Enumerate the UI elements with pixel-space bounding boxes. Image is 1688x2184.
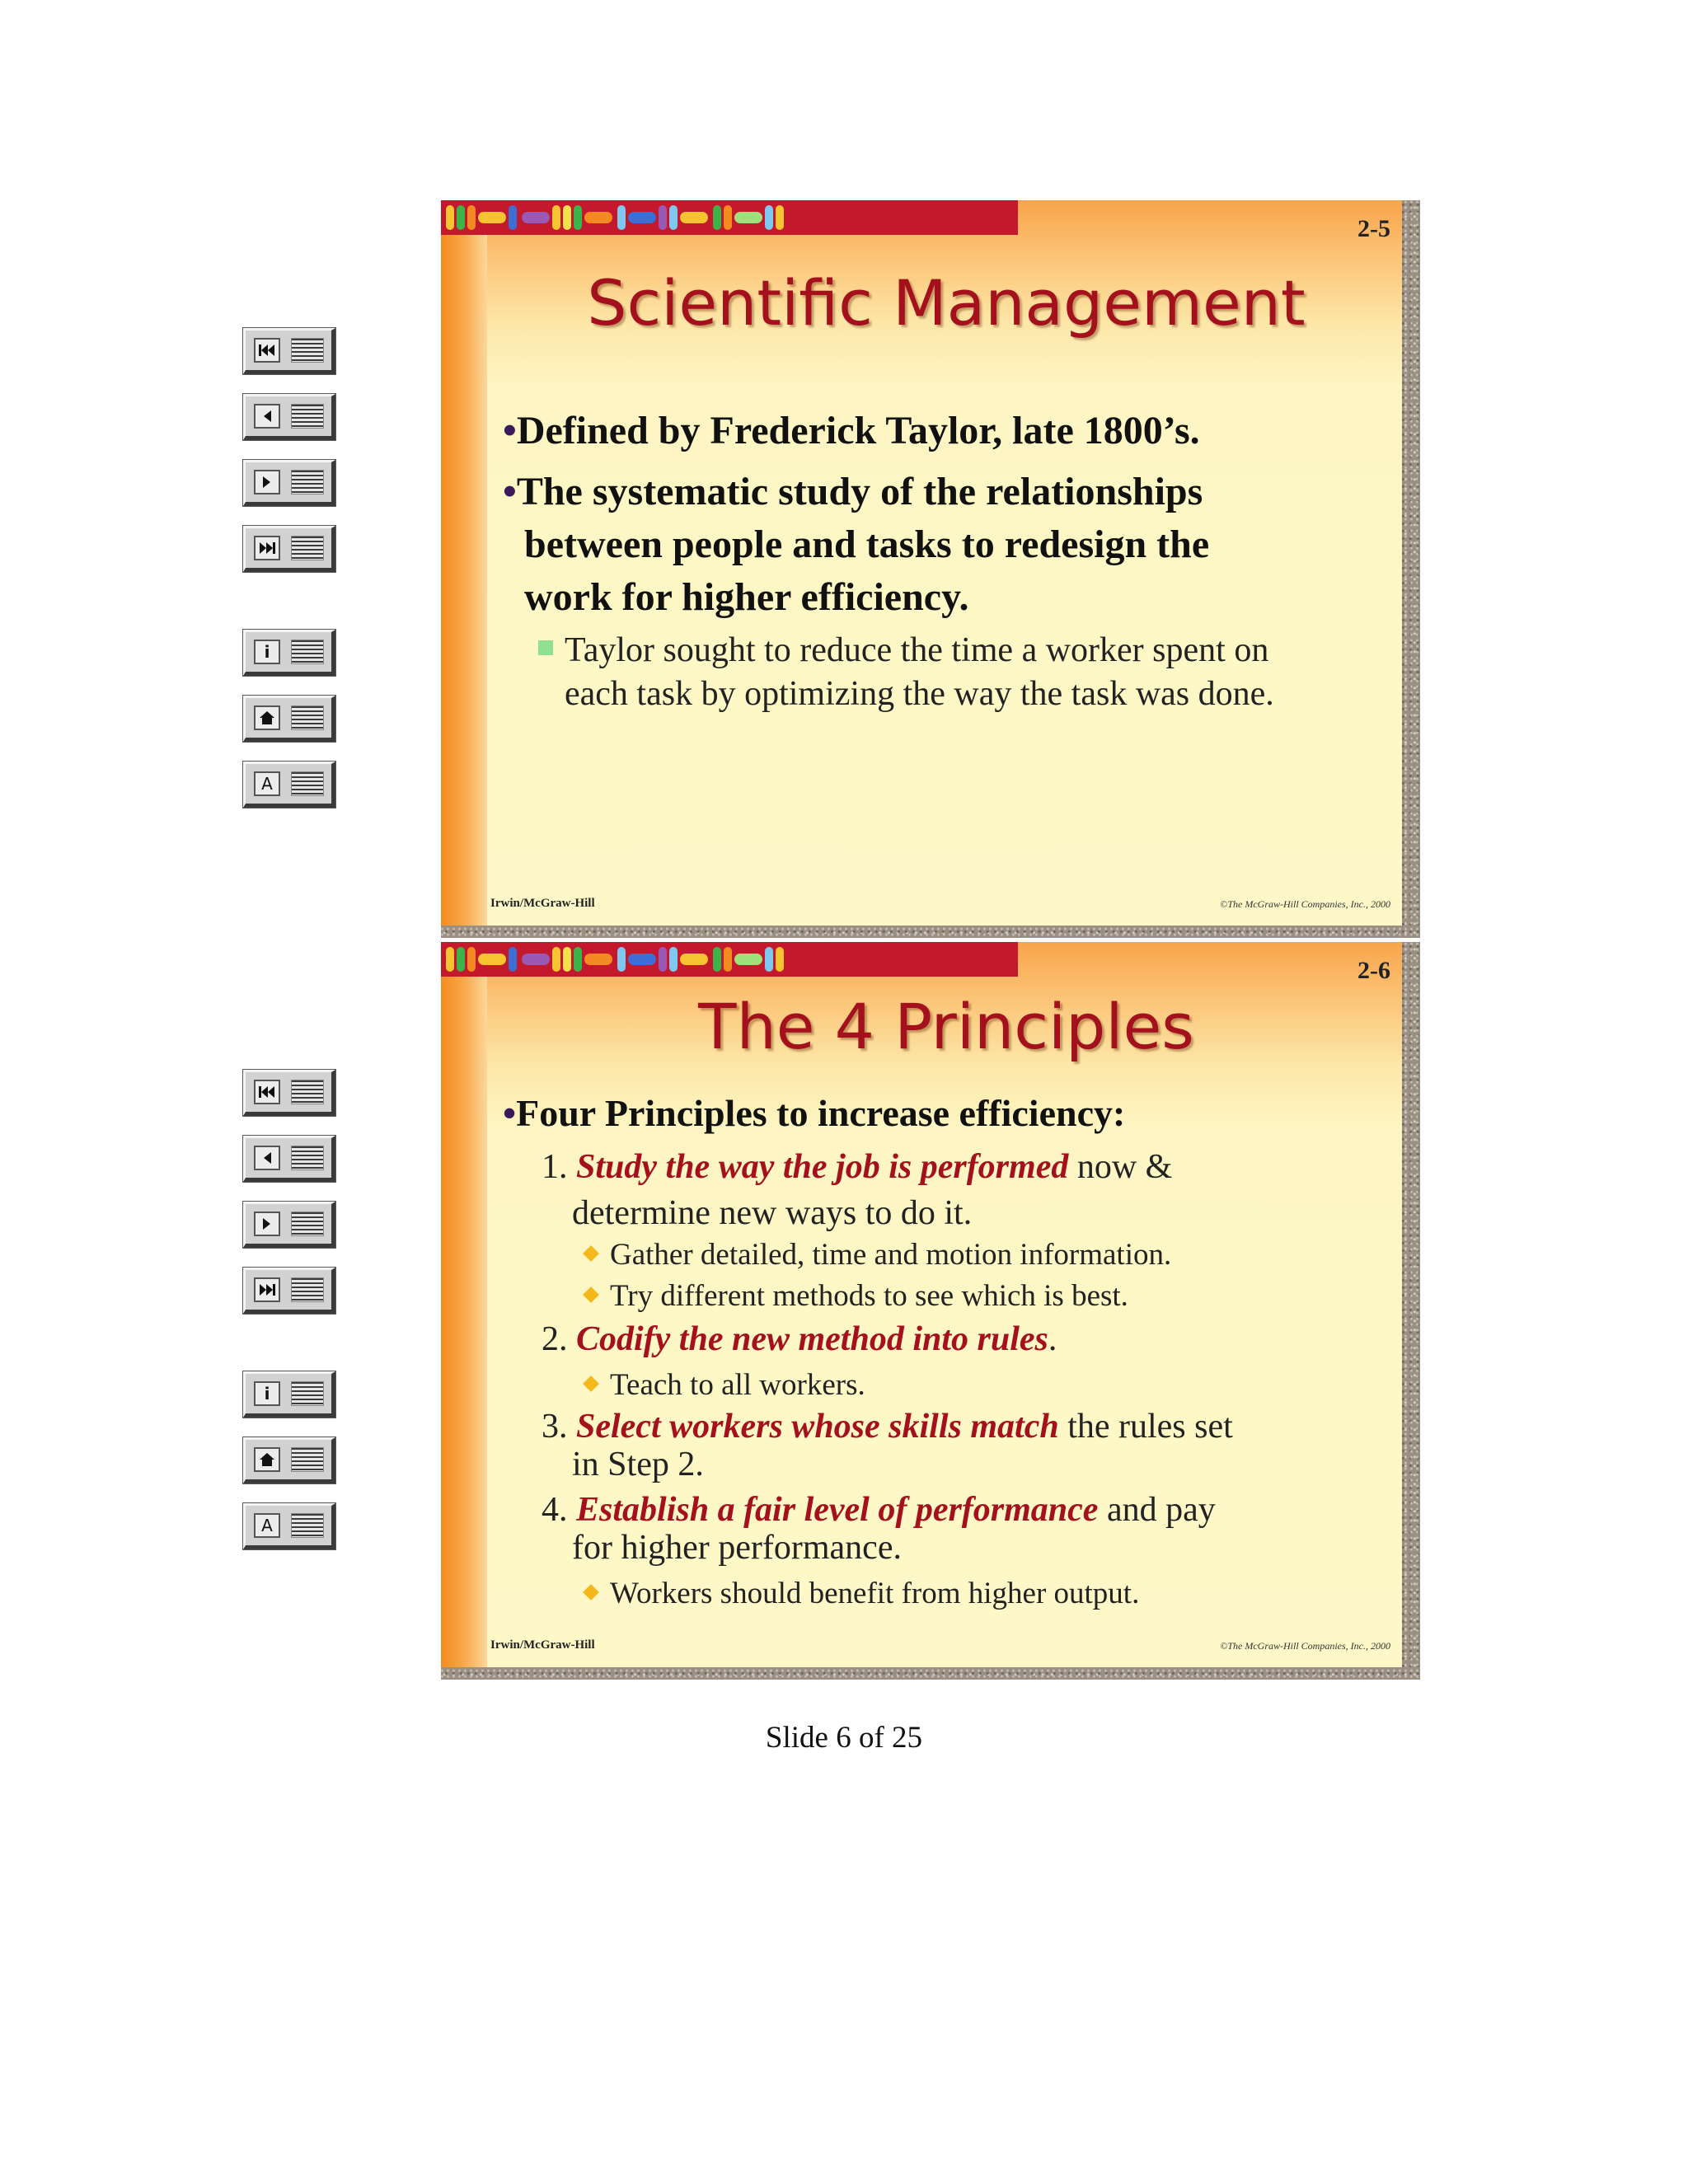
lines-icon	[291, 1513, 324, 1538]
bullet-text: work for higher efficiency.	[524, 575, 969, 619]
first-slide-icon	[254, 1080, 280, 1104]
slide-left-bar	[441, 200, 487, 926]
lines-icon	[291, 1277, 324, 1302]
detail-text: Try different methods to see which is best.	[610, 1279, 1128, 1313]
detail-item	[585, 1236, 1386, 1274]
lines-icon	[291, 640, 324, 664]
bullet	[503, 405, 1386, 457]
principle-number: 3.	[542, 1408, 568, 1446]
previous-slide-icon	[254, 1146, 280, 1170]
principle-number: 4.	[542, 1491, 568, 1529]
sub-bullet-text: each task by optimizing the way the task was done.	[565, 675, 1274, 713]
bullet-dot-icon: •	[503, 470, 517, 513]
lines-icon	[291, 1212, 324, 1236]
square-bullet-icon	[538, 640, 553, 655]
footer-publisher: Irwin/McGraw-Hill	[490, 897, 595, 910]
lines-icon	[291, 771, 324, 796]
lines-icon	[291, 338, 324, 363]
principle-item	[542, 1146, 1386, 1234]
detail-item	[585, 1366, 1386, 1404]
text-view-button[interactable]	[243, 1503, 335, 1549]
slide-number: 2-6	[1357, 957, 1390, 984]
principle-item	[542, 1408, 1386, 1483]
diamond-bullet-icon	[583, 1584, 599, 1601]
decorative-bead-banner	[441, 200, 1018, 235]
principle-emphasis: Establish a fair level of performance	[576, 1491, 1099, 1529]
bullet-text: Four Principles to increase efficiency:	[516, 1092, 1126, 1134]
info-icon: i	[254, 640, 280, 664]
last-slide-icon	[254, 1277, 280, 1302]
last-slide-button[interactable]	[243, 526, 335, 572]
next-slide-icon	[254, 470, 280, 494]
slide-canvas	[441, 200, 1402, 926]
home-icon	[254, 705, 280, 730]
slide-title: Scientific Management	[587, 266, 1306, 340]
footer-publisher: Irwin/McGraw-Hill	[490, 1638, 595, 1652]
bullet-dot-icon: •	[503, 1092, 517, 1134]
sub-bullet-text: Taylor sought to reduce the time a worker spent on	[565, 631, 1269, 669]
diamond-bullet-icon	[583, 1245, 599, 1262]
last-slide-button[interactable]	[243, 1268, 335, 1314]
next-slide-button[interactable]	[243, 460, 335, 506]
diamond-bullet-icon	[583, 1376, 599, 1392]
bullet-text: between people and tasks to redesign the	[524, 523, 1210, 566]
text-icon: A	[254, 771, 280, 796]
slide-left-bar	[441, 942, 487, 1667]
bullet	[503, 466, 1386, 624]
bullet	[503, 1087, 1386, 1140]
last-slide-icon	[254, 536, 280, 560]
principle-text: for higher performance.	[572, 1529, 902, 1567]
footer-copyright: ©The McGraw-Hill Companies, Inc., 2000	[1220, 898, 1390, 910]
previous-slide-icon	[254, 404, 280, 429]
principle-emphasis: Study the way the job is performed	[576, 1148, 1069, 1186]
slide-2-6	[441, 942, 1420, 1680]
principle-text: the rules set	[1058, 1408, 1233, 1446]
info-button[interactable]	[243, 630, 335, 676]
diamond-bullet-icon	[583, 1286, 599, 1303]
principle-number: 1.	[542, 1148, 568, 1186]
decorative-bead-banner	[441, 942, 1018, 977]
lines-icon	[291, 1080, 324, 1104]
text-view-button[interactable]	[243, 762, 335, 808]
slide-canvas	[441, 942, 1402, 1667]
detail-item	[585, 1277, 1386, 1315]
slide-2-5	[441, 200, 1420, 938]
first-slide-button[interactable]	[243, 328, 335, 374]
lines-icon	[291, 404, 324, 429]
detail-text: Teach to all workers.	[610, 1368, 865, 1402]
detail-item	[585, 1575, 1386, 1613]
principle-text: now &	[1068, 1148, 1173, 1186]
bullet-text: The systematic study of the relationships	[516, 470, 1203, 513]
previous-slide-button[interactable]	[243, 1136, 335, 1182]
next-slide-button[interactable]	[243, 1202, 335, 1248]
home-button[interactable]	[243, 1437, 335, 1483]
principle-text: and pay	[1098, 1491, 1216, 1529]
sub-bullet	[538, 629, 1386, 716]
next-slide-icon	[254, 1212, 280, 1236]
bullet-text: Defined by Frederick Taylor, late 1800’s.	[516, 409, 1200, 452]
slide-title: The 4 Principles	[698, 990, 1194, 1063]
principle-text: .	[1048, 1320, 1057, 1358]
info-button[interactable]	[243, 1371, 335, 1418]
first-slide-button[interactable]	[243, 1070, 335, 1116]
principle-item	[542, 1319, 1386, 1360]
bullet-dot-icon: •	[503, 409, 517, 452]
lines-icon	[291, 470, 324, 494]
principle-item	[542, 1491, 1386, 1567]
home-icon	[254, 1447, 280, 1472]
lines-icon	[291, 1146, 324, 1170]
principle-emphasis: Select workers whose skills match	[576, 1408, 1059, 1446]
detail-text: Workers should benefit from higher output.	[610, 1577, 1140, 1610]
slide-number: 2-5	[1357, 215, 1390, 242]
previous-slide-button[interactable]	[243, 394, 335, 440]
lines-icon	[291, 536, 324, 560]
principle-text: in Step 2.	[572, 1446, 704, 1483]
principle-text: determine new ways to do it.	[572, 1194, 973, 1232]
footer-copyright: ©The McGraw-Hill Companies, Inc., 2000	[1220, 1640, 1390, 1652]
home-button[interactable]	[243, 696, 335, 742]
first-slide-icon	[254, 338, 280, 363]
lines-icon	[291, 705, 324, 730]
page-label: Slide 6 of 25	[765, 1721, 923, 1755]
principle-emphasis: Codify the new method into rules	[576, 1320, 1048, 1358]
text-icon: A	[254, 1513, 280, 1538]
lines-icon	[291, 1447, 324, 1472]
detail-text: Gather detailed, time and motion information.	[610, 1238, 1172, 1272]
lines-icon	[291, 1381, 324, 1406]
info-icon: i	[254, 1381, 280, 1406]
principle-number: 2.	[542, 1320, 568, 1358]
